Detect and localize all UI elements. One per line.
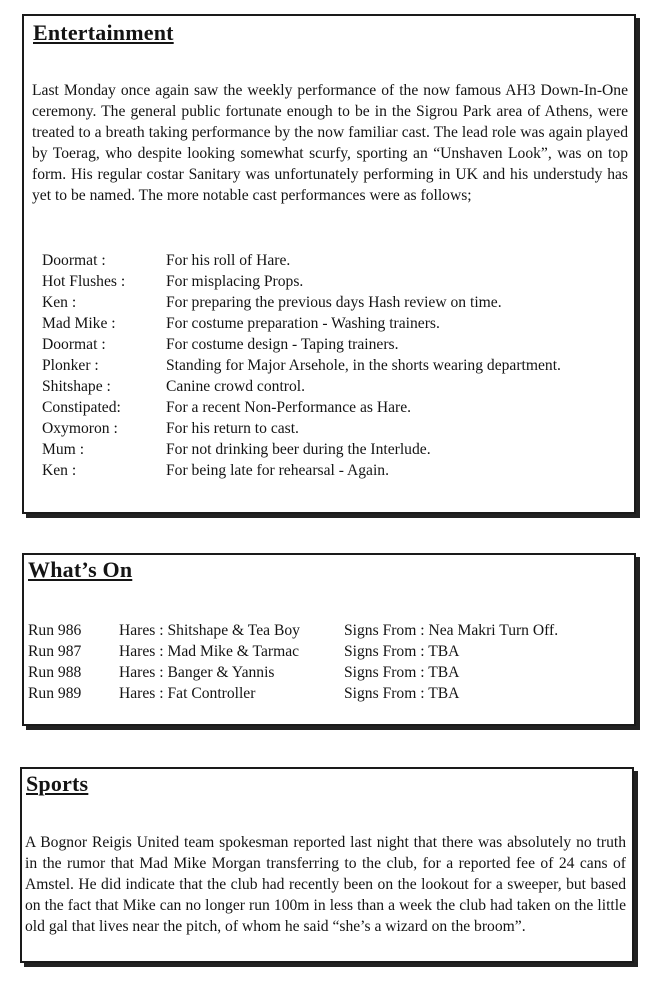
cast-row <box>42 292 622 313</box>
cast-reason: For a recent Non-Performance as Hare. <box>166 399 412 416</box>
cast-reason: For costume preparation - Washing trainers. <box>166 315 440 332</box>
cast-name: Ken : <box>42 294 77 311</box>
run-hares: Hares : Mad Mike & Tarmac <box>119 643 300 660</box>
run-hares: Hares : Fat Controller <box>119 685 256 702</box>
cast-reason: For his roll of Hare. <box>166 252 291 269</box>
sports-paragraph: A Bognor Reigis United team spokesman reported last night that there was absolutely no truth in the rumor that Mad Mike Morgan transferring to the club, for a reported fee of 24 cans of Amstel. He did indicate that the club had recently been on the lookout for a sweeper, but based on the fact that Mike can no longer run 100m in less than a week the club had taken on the little old gal that lives near the pitch, of whom he said “she’s a wizard on the broom”. <box>25 834 626 935</box>
cast-name: Ken : <box>42 462 77 479</box>
cast-reason: For costume design - Taping trainers. <box>166 336 399 353</box>
whats-on-section <box>22 553 636 726</box>
run-hares: Hares : Banger & Yannis <box>119 664 275 681</box>
run-signs: Signs From : TBA <box>344 685 460 702</box>
cast-name: Mad Mike : <box>42 315 116 332</box>
run-signs: Signs From : TBA <box>344 643 460 660</box>
run-number: Run 986 <box>28 622 82 639</box>
entertainment-paragraph: Last Monday once again saw the weekly performance of the now famous AH3 Down-In-One ceremony. The general public fortunate enough to be in the Sigrou Park area of Athens, were treated to a breath taking performance by the now familiar cast. The lead role was again played by Toerag, who despite looking somewhat scurfy, sporting an “Unshaven Look”, was on top form. His regular costar Sanitary was unfortunately performing in UK and his understudy has yet to be named. The more notable cast performances were as follows; <box>32 82 628 204</box>
cast-name: Oxymoron : <box>42 420 118 437</box>
cast-name: Hot Flushes : <box>42 273 126 290</box>
cast-row <box>42 313 622 334</box>
cast-name: Mum : <box>42 441 85 458</box>
cast-row <box>42 271 622 292</box>
run-hares: Hares : Shitshape & Tea Boy <box>119 622 300 639</box>
cast-name: Constipated: <box>42 399 121 416</box>
run-signs: Signs From : TBA <box>344 664 460 681</box>
whats-on-heading: What’s On <box>28 557 133 582</box>
cast-row <box>42 355 622 376</box>
cast-row <box>42 460 622 481</box>
run-row <box>28 620 628 641</box>
cast-reason: For his return to cast. <box>166 420 299 437</box>
run-signs: Signs From : Nea Makri Turn Off. <box>344 622 559 639</box>
cast-name: Shitshape : <box>42 378 111 395</box>
cast-reason: For being late for rehearsal - Again. <box>166 462 389 479</box>
cast-row <box>42 250 622 271</box>
run-number: Run 989 <box>28 685 82 702</box>
cast-row <box>42 376 622 397</box>
run-row <box>28 662 628 683</box>
run-number: Run 988 <box>28 664 82 681</box>
cast-row <box>42 418 622 439</box>
cast-name: Doormat : <box>42 252 106 269</box>
cast-reason: For not drinking beer during the Interlude. <box>166 441 431 458</box>
cast-name: Doormat : <box>42 336 106 353</box>
cast-reason: For preparing the previous days Hash review on time. <box>166 294 502 311</box>
runs-list <box>28 620 628 704</box>
run-row <box>28 683 628 704</box>
cast-list <box>42 250 622 481</box>
run-number: Run 987 <box>28 643 82 660</box>
cast-row <box>42 439 622 460</box>
cast-row <box>42 334 622 355</box>
entertainment-section <box>22 14 636 514</box>
cast-row <box>42 397 622 418</box>
sports-section <box>20 767 634 963</box>
cast-reason: Standing for Major Arsehole, in the shorts wearing department. <box>166 357 561 374</box>
cast-reason: For misplacing Props. <box>166 273 304 290</box>
cast-name: Plonker : <box>42 357 99 374</box>
sports-heading: Sports <box>26 771 89 796</box>
run-row <box>28 641 628 662</box>
entertainment-heading: Entertainment <box>33 20 174 45</box>
cast-reason: Canine crowd control. <box>166 378 306 395</box>
